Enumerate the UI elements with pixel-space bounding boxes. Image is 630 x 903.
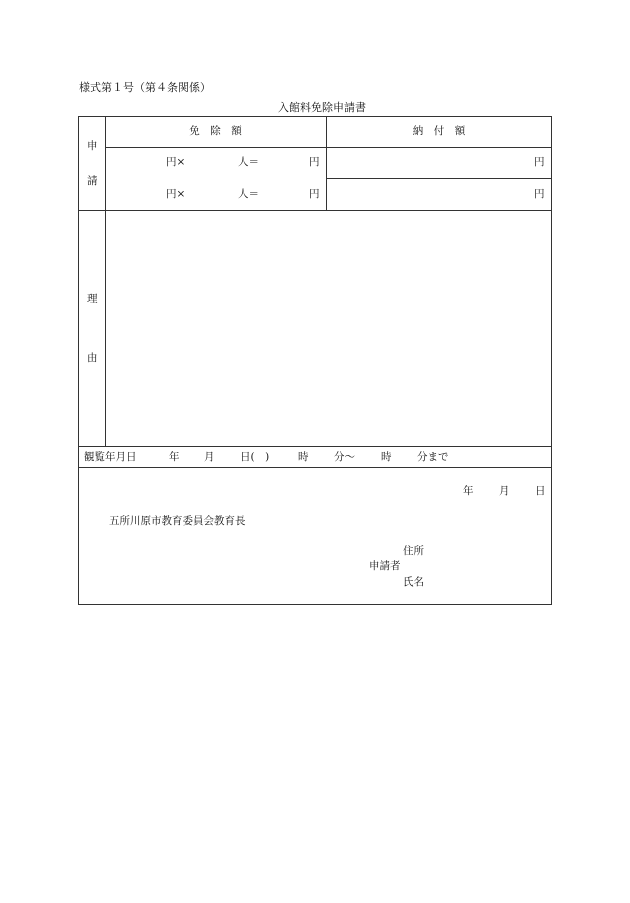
table-border-top: [78, 116, 552, 117]
viewing-minute-from: 分～: [334, 451, 355, 463]
table-border-left: [78, 116, 79, 605]
table-border-bottom: [78, 604, 552, 605]
exemption-persons-1: 人＝: [238, 156, 259, 168]
form-title: 入館料免除申請書: [278, 101, 366, 114]
viewing-minute-to: 分まで: [417, 451, 449, 463]
viewing-month: 月: [204, 451, 215, 463]
exemption-yen-times-1: 円×: [166, 156, 186, 168]
exemption-persons-2: 人＝: [238, 188, 259, 200]
application-date-month: 月: [499, 485, 510, 497]
reason-input-area[interactable]: [106, 211, 551, 446]
reason-label-yu: 由: [87, 352, 98, 364]
payment-yen-1: 円: [534, 156, 545, 168]
applicant-label: 申請者: [369, 560, 401, 572]
exemption-yen-2: 円: [309, 188, 320, 200]
viewing-row-divider: [78, 467, 552, 468]
application-label-sei: 請: [87, 175, 98, 187]
viewing-year: 年: [169, 451, 180, 463]
payment-amount-header: 納 付 額: [412, 125, 466, 137]
address-label: 住所: [403, 545, 424, 557]
form-number: 様式第１号（第４条関係）: [79, 81, 211, 94]
payment-row-divider: [326, 178, 552, 179]
header-row-divider: [105, 147, 552, 148]
application-label-shin: 申: [87, 140, 98, 152]
addressee: 五所川原市教育委員会教育長: [109, 515, 246, 527]
reason-label-ri: 理: [87, 293, 98, 305]
application-date-year: 年: [463, 485, 474, 497]
exemption-amount-header: 免 除 額: [189, 125, 242, 137]
exemption-yen-1: 円: [309, 156, 320, 168]
name-label: 氏名: [403, 576, 424, 588]
viewing-day: 日( ): [240, 451, 270, 463]
application-date-day: 日: [535, 485, 546, 497]
viewing-hour-from: 時: [298, 451, 309, 463]
viewing-hour-to: 時: [381, 451, 392, 463]
payment-yen-2: 円: [534, 188, 545, 200]
table-border-right: [551, 116, 552, 605]
viewing-date-label: 観覧年月日: [84, 451, 137, 463]
exemption-yen-times-2: 円×: [166, 188, 186, 200]
reason-section-divider: [78, 446, 552, 447]
